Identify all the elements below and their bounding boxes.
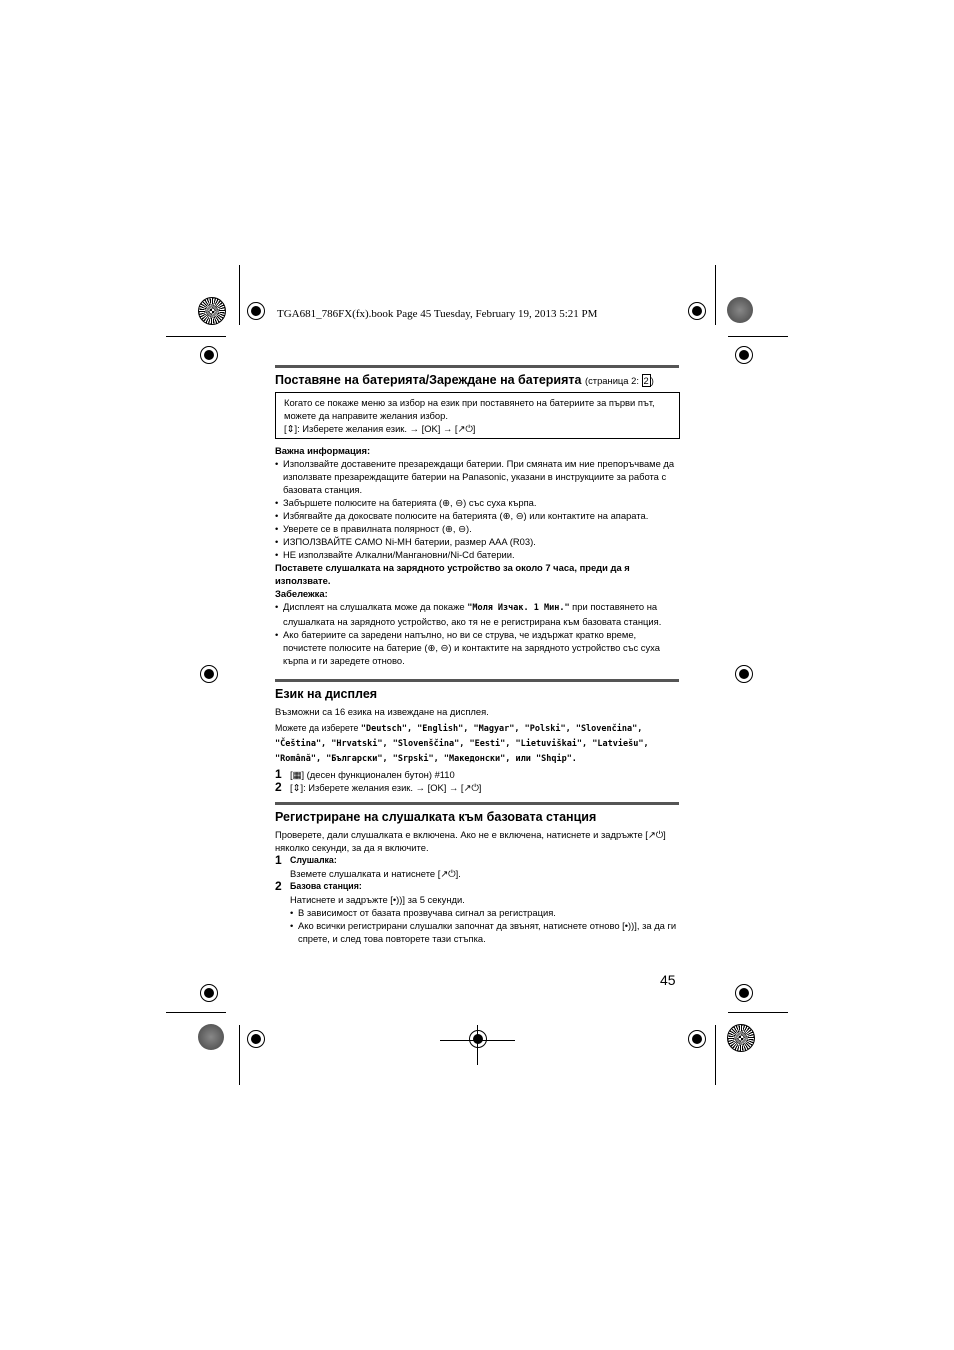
gray-patch-mark <box>198 1024 224 1050</box>
section-title: Регистриране на слушалката към базовата станция <box>275 810 597 824</box>
section-rule <box>275 679 679 682</box>
section-rule <box>275 365 679 368</box>
step-1: 1 [▦] (десен функционален бутон) #110 <box>275 767 455 781</box>
registration-mark <box>247 1030 265 1048</box>
important-label: Важна информация: <box>275 445 371 456</box>
step-2-notes <box>275 906 680 945</box>
registration-mark <box>735 346 753 364</box>
step-2: 2 [⇕]: Изберете желания език. → [OK] → [↗⏻] <box>275 780 482 794</box>
important-list <box>275 457 680 561</box>
registration-mark <box>688 1030 706 1048</box>
list-item: • Избягвайте да докосвате полюсите на батерията (⊕, ⊖) или контактите на апарата. <box>275 509 680 522</box>
list-item: • Дисплеят на слушалката може да покаже "Моля Изчак. 1 Мин." при поставянето на слушалката на зарядното устройство, ако тя не е регистрирана към базовата станция. <box>275 600 680 628</box>
section-display-language <box>275 688 680 794</box>
section-batteries <box>275 374 680 667</box>
note-list <box>275 600 680 667</box>
section-rule <box>275 802 679 805</box>
charge-note: Поставете слушалката на зарядното устройство за около 7 часа, преди да я използвате. <box>275 562 630 586</box>
page-number: 45 <box>660 972 676 988</box>
list-item: • Уверете се в правилната полярност (⊕, ⊖). <box>275 522 680 535</box>
step-2: 2 Базова станция: <box>275 879 362 893</box>
list-item: • Ако батериите са заредени напълно, но ви се струва, че издържат кратко време, почистете полюсите на батерие (⊕, ⊖) и контактите на зарядното устройство със суха кърпа и ги заредете отново. <box>275 628 680 667</box>
registration-mark <box>688 302 706 320</box>
section-registration: Регистриране на слушалката към базовата станция Проверете, дали слушалката е включена. Ако не е включена, натиснете и задръжте [↗⏻] няколко секунди, за да я включите. 1 Слушалка: Вземете слушалката и натиснете [↗⏻]. 2 Базова станция: Натиснете и задръжте [•))] за 5 секунди. • В зависимост от базата прозвучава сигнал за регистрация. • Ако всички регистрирани слушалки започнат да звънят, натиснете отново [•))], за да ги спрете, и след това повторете тази стъпка. <box>275 811 680 945</box>
starburst-mark <box>727 1024 755 1052</box>
print-header: TGA681_786FX(fx).book Page 45 Tuesday, February 19, 2013 5:21 PM <box>277 308 598 320</box>
registration-mark <box>200 984 218 1002</box>
section-title: Език на дисплея <box>275 687 378 701</box>
step-1: 1 Слушалка: <box>275 853 337 867</box>
registration-mark <box>735 984 753 1002</box>
registration-mark <box>247 302 265 320</box>
list-item: • Използвайте доставените презареждащи батерии. При смяната им ние препоръчваме да използвате презареждащите батерии на Panasonic, указани в инструкциите за работа с базовата станция. <box>275 457 680 496</box>
registration-mark <box>469 1030 487 1048</box>
list-item: • НЕ използвайте Алкални/Мангановни/Ni-Cd батерии. <box>275 548 680 561</box>
registration-mark <box>200 346 218 364</box>
registration-mark <box>200 665 218 683</box>
starburst-mark <box>198 297 226 325</box>
intro-text: Възможни са 16 езика на извеждане на дисплея. <box>275 706 489 717</box>
list-item: • Ако всички регистрирани слушалки започнат да звънят, натиснете отново [•))], за да ги спрете, и след това повторете тази стъпка. <box>290 919 680 945</box>
list-item: • ИЗПОЛЗВАЙТЕ САМО Ni-MH батерии, размер AAA (R03). <box>275 535 680 548</box>
language-list: Можете да изберете "Deutsch", "English", "Magyar", "Polski", "Slovenčina", "Čeština", "Hrvatski", "Slovenščina", "Eesti", "Lietuviškai", "Latviešu", "Română", "Български", "Srpski", "Македонски", или "Shqip". <box>275 723 649 764</box>
gray-patch-mark <box>727 297 753 323</box>
list-item: • Забършете полюсите на батерията (⊕, ⊖) със суха кърпа. <box>275 496 680 509</box>
section-title: Поставяне на батерията/Зареждане на батерията (страница 2: 2 ) <box>275 373 654 387</box>
list-item: • В зависимост от базата прозвучава сигнал за регистрация. <box>290 906 680 919</box>
language-select-box: Когато се покаже меню за избор на език при поставянето на батериите за първи път, можете да направите желания избор. [⇕]: Изберете желания език. → [OK] → [↗⏻] <box>275 392 680 439</box>
note-label: Забележка: <box>275 588 328 599</box>
intro-text: Проверете, дали слушалката е включена. Ако не е включена, натиснете и задръжте [↗⏻] няколко секунди, за да я включите. <box>275 829 666 853</box>
registration-mark <box>735 665 753 683</box>
